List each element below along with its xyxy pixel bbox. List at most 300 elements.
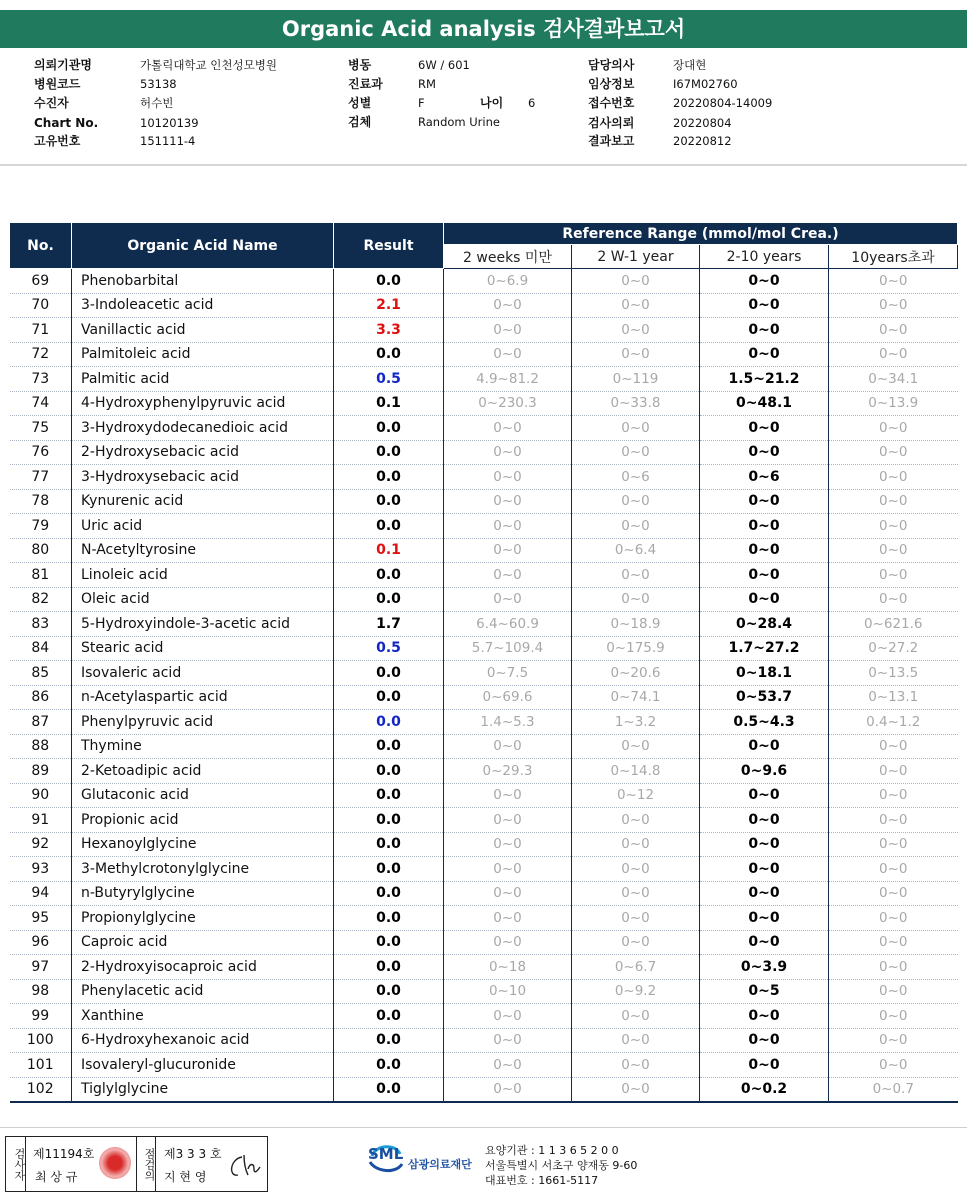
acid-name: Glutaconic acid bbox=[72, 783, 334, 808]
acid-name: 6-Hydroxyhexanoic acid bbox=[72, 1028, 334, 1053]
report-header bbox=[0, 48, 967, 166]
range-10y: 0~0 bbox=[829, 930, 958, 955]
table-row bbox=[10, 269, 958, 294]
row-number: 87 bbox=[10, 710, 72, 735]
acid-name: 5-Hydroxyindole-3-acetic acid bbox=[72, 612, 334, 637]
result-value: 1.7 bbox=[334, 612, 444, 637]
row-number: 97 bbox=[10, 955, 72, 980]
acid-name: Hexanoylglycine bbox=[72, 832, 334, 857]
header-range-4: 10years초과 bbox=[829, 245, 958, 269]
result-value: 0.0 bbox=[334, 857, 444, 882]
row-number: 92 bbox=[10, 832, 72, 857]
range-10y: 0~0 bbox=[829, 808, 958, 833]
result-value: 0.0 bbox=[334, 563, 444, 588]
range-2-10y: 0~0 bbox=[700, 881, 829, 906]
range-2-10y: 0~0 bbox=[700, 489, 829, 514]
range-2-10y: 0~0 bbox=[700, 514, 829, 539]
table-row bbox=[10, 930, 958, 955]
acid-name: Vanillactic acid bbox=[72, 318, 334, 343]
table-row bbox=[10, 1053, 958, 1078]
range-10y: 0~0 bbox=[829, 514, 958, 539]
range-2w: 0~0 bbox=[444, 440, 572, 465]
acid-name: Uric acid bbox=[72, 514, 334, 539]
range-2w-1y: 0~6.7 bbox=[572, 955, 700, 980]
header-range-3: 2-10 years bbox=[700, 245, 829, 269]
range-2w: 0~0 bbox=[444, 342, 572, 367]
doctor-name: 지 현 영 bbox=[164, 1170, 207, 1184]
range-10y: 0~13.1 bbox=[829, 685, 958, 710]
acid-name: Xanthine bbox=[72, 1004, 334, 1029]
acid-name: Propionic acid bbox=[72, 808, 334, 833]
result-value: 0.5 bbox=[334, 367, 444, 392]
header-value: 20220812 bbox=[673, 134, 732, 148]
range-2w: 0~0 bbox=[444, 563, 572, 588]
row-number: 96 bbox=[10, 930, 72, 955]
range-2w-1y: 0~0 bbox=[572, 1053, 700, 1078]
table-row bbox=[10, 710, 958, 735]
row-number: 86 bbox=[10, 685, 72, 710]
examiner-label bbox=[6, 1137, 26, 1191]
range-2w: 0~0 bbox=[444, 489, 572, 514]
row-number: 71 bbox=[10, 318, 72, 343]
result-value: 0.0 bbox=[334, 1004, 444, 1029]
range-2w-1y: 0~12 bbox=[572, 783, 700, 808]
result-value: 0.0 bbox=[334, 1077, 444, 1102]
range-2-10y: 0~48.1 bbox=[700, 391, 829, 416]
row-number: 100 bbox=[10, 1028, 72, 1053]
range-2w: 0~7.5 bbox=[444, 661, 572, 686]
row-number: 98 bbox=[10, 979, 72, 1004]
table-row bbox=[10, 955, 958, 980]
range-10y: 0~0 bbox=[829, 269, 958, 294]
range-2w: 0~0 bbox=[444, 587, 572, 612]
acid-name: Palmitoleic acid bbox=[72, 342, 334, 367]
range-2-10y: 0~3.9 bbox=[700, 955, 829, 980]
header-value: 20220804-14009 bbox=[673, 96, 773, 110]
header-label: Chart No. bbox=[34, 116, 99, 130]
range-2w-1y: 0~0 bbox=[572, 734, 700, 759]
acid-name: Propionylglycine bbox=[72, 906, 334, 931]
header-value: F bbox=[418, 96, 425, 110]
range-2-10y: 0~53.7 bbox=[700, 685, 829, 710]
lab-name: 삼광의료재단 bbox=[408, 1158, 472, 1171]
range-2-10y: 0~0 bbox=[700, 440, 829, 465]
range-2w-1y: 0~6.4 bbox=[572, 538, 700, 563]
range-2w: 0~0 bbox=[444, 808, 572, 833]
acid-name: Palmitic acid bbox=[72, 367, 334, 392]
acid-name: Phenylpyruvic acid bbox=[72, 710, 334, 735]
range-2-10y: 0~0 bbox=[700, 293, 829, 318]
range-10y: 0~0.7 bbox=[829, 1077, 958, 1102]
table-row bbox=[10, 1077, 958, 1102]
header-label: 임상정보 bbox=[588, 77, 635, 91]
acid-name: 2-Hydroxysebacic acid bbox=[72, 440, 334, 465]
table-row bbox=[10, 906, 958, 931]
range-2-10y: 0.5~4.3 bbox=[700, 710, 829, 735]
header-value: I67M02760 bbox=[673, 77, 738, 91]
range-2-10y: 0~0 bbox=[700, 832, 829, 857]
row-number: 72 bbox=[10, 342, 72, 367]
range-10y: 0~0 bbox=[829, 881, 958, 906]
header-value: 장대현 bbox=[673, 58, 707, 72]
range-2w-1y: 0~0 bbox=[572, 293, 700, 318]
results-table bbox=[9, 222, 958, 1103]
range-2-10y: 0~0 bbox=[700, 1028, 829, 1053]
org-line-1: 요양기관 : 1 1 3 6 5 2 0 0 bbox=[485, 1144, 619, 1157]
table-row bbox=[10, 759, 958, 784]
acid-name: Tiglylglycine bbox=[72, 1077, 334, 1102]
range-10y: 0.4~1.2 bbox=[829, 710, 958, 735]
range-2w-1y: 0~0 bbox=[572, 514, 700, 539]
doctor-label-text: 점검의 bbox=[143, 1147, 156, 1181]
table-row bbox=[10, 857, 958, 882]
range-2w-1y: 0~0 bbox=[572, 1028, 700, 1053]
range-2-10y: 1.7~27.2 bbox=[700, 636, 829, 661]
result-value: 0.0 bbox=[334, 906, 444, 931]
range-2-10y: 0~0.2 bbox=[700, 1077, 829, 1102]
range-2w-1y: 0~119 bbox=[572, 367, 700, 392]
acid-name: n-Butyrylglycine bbox=[72, 881, 334, 906]
range-2-10y: 0~0 bbox=[700, 906, 829, 931]
acid-name: 3-Hydroxysebacic acid bbox=[72, 465, 334, 490]
header-range-1: 2 weeks 미만 bbox=[444, 245, 572, 269]
doctor-label bbox=[136, 1137, 156, 1191]
header-value: Random Urine bbox=[418, 115, 500, 129]
org-line-3: 대표번호 : 1661-5117 bbox=[485, 1174, 599, 1187]
report-title: Organic Acid analysis 검사결과보고서 bbox=[0, 10, 967, 48]
table-row bbox=[10, 832, 958, 857]
row-number: 88 bbox=[10, 734, 72, 759]
header-label: 결과보고 bbox=[588, 134, 635, 148]
result-value: 3.3 bbox=[334, 318, 444, 343]
signature-box bbox=[5, 1136, 268, 1192]
range-2w: 5.7~109.4 bbox=[444, 636, 572, 661]
range-2w: 1.4~5.3 bbox=[444, 710, 572, 735]
range-10y: 0~0 bbox=[829, 1053, 958, 1078]
acid-name: 3-Indoleacetic acid bbox=[72, 293, 334, 318]
result-value: 0.0 bbox=[334, 440, 444, 465]
result-value: 0.0 bbox=[334, 269, 444, 294]
header-value: 6W / 601 bbox=[418, 58, 470, 72]
range-10y: 0~621.6 bbox=[829, 612, 958, 637]
result-value: 0.0 bbox=[334, 489, 444, 514]
range-2w-1y: 0~0 bbox=[572, 808, 700, 833]
header-label-age: 나이 bbox=[480, 96, 504, 110]
header-label: 성별 bbox=[348, 96, 372, 110]
range-10y: 0~13.9 bbox=[829, 391, 958, 416]
range-10y: 0~0 bbox=[829, 979, 958, 1004]
range-2w: 0~18 bbox=[444, 955, 572, 980]
range-2w-1y: 0~0 bbox=[572, 1004, 700, 1029]
header-value: 53138 bbox=[140, 77, 177, 91]
acid-name: Isovaleryl-glucuronide bbox=[72, 1053, 334, 1078]
header-value: 20220804 bbox=[673, 116, 732, 130]
range-2w: 0~0 bbox=[444, 465, 572, 490]
range-2-10y: 0~0 bbox=[700, 538, 829, 563]
acid-name: Phenylacetic acid bbox=[72, 979, 334, 1004]
range-2-10y: 0~0 bbox=[700, 930, 829, 955]
range-2-10y: 0~0 bbox=[700, 416, 829, 441]
range-2-10y: 0~0 bbox=[700, 318, 829, 343]
row-number: 80 bbox=[10, 538, 72, 563]
result-value: 0.0 bbox=[334, 465, 444, 490]
result-value: 0.0 bbox=[334, 514, 444, 539]
header-label: 의뢰기관명 bbox=[34, 58, 92, 72]
header-range-2: 2 W-1 year bbox=[572, 245, 700, 269]
range-2-10y: 0~0 bbox=[700, 1004, 829, 1029]
row-number: 84 bbox=[10, 636, 72, 661]
table-row bbox=[10, 318, 958, 343]
range-2w-1y: 0~175.9 bbox=[572, 636, 700, 661]
range-2w-1y: 0~0 bbox=[572, 906, 700, 931]
range-2w-1y: 0~0 bbox=[572, 489, 700, 514]
range-2-10y: 0~0 bbox=[700, 269, 829, 294]
range-10y: 0~27.2 bbox=[829, 636, 958, 661]
acid-name: Thymine bbox=[72, 734, 334, 759]
result-value: 0.0 bbox=[334, 930, 444, 955]
range-2w-1y: 0~0 bbox=[572, 416, 700, 441]
header-value: RM bbox=[418, 77, 436, 91]
table-row bbox=[10, 734, 958, 759]
range-10y: 0~0 bbox=[829, 906, 958, 931]
range-2w-1y: 0~0 bbox=[572, 832, 700, 857]
range-2w: 0~0 bbox=[444, 1028, 572, 1053]
table-row bbox=[10, 293, 958, 318]
range-10y: 0~0 bbox=[829, 1004, 958, 1029]
header-label: 담당의사 bbox=[588, 58, 635, 72]
row-number: 101 bbox=[10, 1053, 72, 1078]
range-2-10y: 0~0 bbox=[700, 734, 829, 759]
table-row bbox=[10, 881, 958, 906]
range-2w-1y: 0~0 bbox=[572, 269, 700, 294]
examiner-name: 최 상 규 bbox=[35, 1170, 78, 1184]
result-value: 0.0 bbox=[334, 832, 444, 857]
range-10y: 0~0 bbox=[829, 783, 958, 808]
row-number: 95 bbox=[10, 906, 72, 931]
range-2-10y: 0~0 bbox=[700, 563, 829, 588]
result-value: 0.0 bbox=[334, 342, 444, 367]
row-number: 93 bbox=[10, 857, 72, 882]
table-row bbox=[10, 416, 958, 441]
header-value: 151111-4 bbox=[140, 134, 196, 148]
range-2w-1y: 0~18.9 bbox=[572, 612, 700, 637]
range-2-10y: 0~0 bbox=[700, 783, 829, 808]
result-value: 0.0 bbox=[334, 685, 444, 710]
range-2w-1y: 0~0 bbox=[572, 342, 700, 367]
row-number: 99 bbox=[10, 1004, 72, 1029]
range-2-10y: 0~9.6 bbox=[700, 759, 829, 784]
header-value: 가톨릭대학교 인천성모병원 bbox=[140, 58, 277, 72]
table-row bbox=[10, 636, 958, 661]
row-number: 73 bbox=[10, 367, 72, 392]
result-value: 0.0 bbox=[334, 587, 444, 612]
row-number: 90 bbox=[10, 783, 72, 808]
header-name: Organic Acid Name bbox=[72, 223, 334, 269]
range-2w-1y: 0~6 bbox=[572, 465, 700, 490]
range-10y: 0~0 bbox=[829, 734, 958, 759]
range-2w: 0~0 bbox=[444, 881, 572, 906]
result-value: 0.0 bbox=[334, 808, 444, 833]
range-2w-1y: 0~74.1 bbox=[572, 685, 700, 710]
range-2w: 0~0 bbox=[444, 1077, 572, 1102]
header-value: 허수빈 bbox=[140, 96, 174, 110]
acid-name: Phenobarbital bbox=[72, 269, 334, 294]
result-value: 0.0 bbox=[334, 783, 444, 808]
range-2w: 0~29.3 bbox=[444, 759, 572, 784]
table-row bbox=[10, 1004, 958, 1029]
acid-name: Caproic acid bbox=[72, 930, 334, 955]
range-2-10y: 0~6 bbox=[700, 465, 829, 490]
range-2w-1y: 0~0 bbox=[572, 587, 700, 612]
result-value: 0.1 bbox=[334, 538, 444, 563]
header-result: Result bbox=[334, 223, 444, 269]
result-value: 0.0 bbox=[334, 759, 444, 784]
acid-name: 2-Hydroxyisocaproic acid bbox=[72, 955, 334, 980]
row-number: 74 bbox=[10, 391, 72, 416]
acid-name: 3-Methylcrotonylglycine bbox=[72, 857, 334, 882]
acid-name: Stearic acid bbox=[72, 636, 334, 661]
range-2w: 6.4~60.9 bbox=[444, 612, 572, 637]
table-row bbox=[10, 391, 958, 416]
doctor-license: 제3 3 3 호 bbox=[164, 1147, 222, 1161]
result-value: 0.0 bbox=[334, 416, 444, 441]
range-10y: 0~0 bbox=[829, 857, 958, 882]
row-number: 102 bbox=[10, 1077, 72, 1102]
table-row bbox=[10, 661, 958, 686]
range-2w: 0~6.9 bbox=[444, 269, 572, 294]
range-2w: 0~0 bbox=[444, 318, 572, 343]
row-number: 75 bbox=[10, 416, 72, 441]
row-number: 77 bbox=[10, 465, 72, 490]
range-10y: 0~0 bbox=[829, 293, 958, 318]
range-2w: 0~230.3 bbox=[444, 391, 572, 416]
range-10y: 0~13.5 bbox=[829, 661, 958, 686]
table-row bbox=[10, 342, 958, 367]
examiner-label-text: 검사자 bbox=[13, 1147, 26, 1181]
row-number: 83 bbox=[10, 612, 72, 637]
range-10y: 0~0 bbox=[829, 955, 958, 980]
acid-name: n-Acetylaspartic acid bbox=[72, 685, 334, 710]
range-10y: 0~0 bbox=[829, 416, 958, 441]
range-2w-1y: 0~0 bbox=[572, 930, 700, 955]
header-label: 수진자 bbox=[34, 96, 69, 110]
logo-text: SML bbox=[368, 1145, 404, 1163]
range-2-10y: 0~28.4 bbox=[700, 612, 829, 637]
header-label: 검체 bbox=[348, 115, 372, 129]
result-value: 0.0 bbox=[334, 661, 444, 686]
range-10y: 0~0 bbox=[829, 563, 958, 588]
result-value: 0.0 bbox=[334, 734, 444, 759]
range-2w-1y: 0~0 bbox=[572, 440, 700, 465]
acid-name: 2-Ketoadipic acid bbox=[72, 759, 334, 784]
result-value: 2.1 bbox=[334, 293, 444, 318]
range-2w: 0~0 bbox=[444, 734, 572, 759]
acid-name: N-Acetyltyrosine bbox=[72, 538, 334, 563]
row-number: 94 bbox=[10, 881, 72, 906]
range-2w: 0~0 bbox=[444, 293, 572, 318]
result-value: 0.1 bbox=[334, 391, 444, 416]
range-2w: 4.9~81.2 bbox=[444, 367, 572, 392]
range-10y: 0~0 bbox=[829, 342, 958, 367]
acid-name: Isovaleric acid bbox=[72, 661, 334, 686]
row-number: 89 bbox=[10, 759, 72, 784]
header-label: 병원코드 bbox=[34, 77, 81, 91]
range-2-10y: 1.5~21.2 bbox=[700, 367, 829, 392]
range-2w-1y: 0~0 bbox=[572, 1077, 700, 1102]
range-2w: 0~0 bbox=[444, 857, 572, 882]
range-2w: 0~69.6 bbox=[444, 685, 572, 710]
table-row bbox=[10, 587, 958, 612]
acid-name: 4-Hydroxyphenylpyruvic acid bbox=[72, 391, 334, 416]
range-2w-1y: 0~0 bbox=[572, 563, 700, 588]
header-reference: Reference Range (mmol/mol Crea.) bbox=[444, 223, 958, 245]
range-2w-1y: 0~0 bbox=[572, 881, 700, 906]
result-value: 0.5 bbox=[334, 636, 444, 661]
range-2w: 0~10 bbox=[444, 979, 572, 1004]
table-row bbox=[10, 808, 958, 833]
examiner-license: 제11194호 bbox=[33, 1147, 95, 1161]
table-row bbox=[10, 783, 958, 808]
table-row bbox=[10, 538, 958, 563]
range-2-10y: 0~5 bbox=[700, 979, 829, 1004]
header-value: 10120139 bbox=[140, 116, 199, 130]
range-2-10y: 0~18.1 bbox=[700, 661, 829, 686]
table-row bbox=[10, 1028, 958, 1053]
range-2w: 0~0 bbox=[444, 416, 572, 441]
range-2-10y: 0~0 bbox=[700, 342, 829, 367]
range-2w: 0~0 bbox=[444, 906, 572, 931]
range-2w-1y: 1~3.2 bbox=[572, 710, 700, 735]
header-value-age: 6 bbox=[528, 96, 536, 110]
row-number: 78 bbox=[10, 489, 72, 514]
table-row bbox=[10, 489, 958, 514]
table-row bbox=[10, 440, 958, 465]
range-2w: 0~0 bbox=[444, 1004, 572, 1029]
table-row bbox=[10, 367, 958, 392]
range-2w: 0~0 bbox=[444, 832, 572, 857]
results-body bbox=[10, 269, 958, 1102]
range-2w-1y: 0~0 bbox=[572, 857, 700, 882]
seal-stamp-icon bbox=[99, 1147, 131, 1179]
row-number: 82 bbox=[10, 587, 72, 612]
header-no: No. bbox=[10, 223, 72, 269]
header-label: 고유번호 bbox=[34, 134, 81, 148]
results-table-wrap bbox=[9, 222, 957, 1103]
signature-icon bbox=[224, 1151, 264, 1181]
report-footer bbox=[0, 1127, 967, 1200]
table-row bbox=[10, 465, 958, 490]
header-label: 검사의뢰 bbox=[588, 116, 635, 130]
range-2-10y: 0~0 bbox=[700, 587, 829, 612]
range-10y: 0~0 bbox=[829, 465, 958, 490]
row-number: 70 bbox=[10, 293, 72, 318]
range-10y: 0~0 bbox=[829, 538, 958, 563]
acid-name: Oleic acid bbox=[72, 587, 334, 612]
range-2w-1y: 0~33.8 bbox=[572, 391, 700, 416]
acid-name: Linoleic acid bbox=[72, 563, 334, 588]
range-2w: 0~0 bbox=[444, 783, 572, 808]
range-2-10y: 0~0 bbox=[700, 857, 829, 882]
header-label: 진료과 bbox=[348, 77, 383, 91]
header-label: 병동 bbox=[348, 58, 372, 72]
range-2w-1y: 0~9.2 bbox=[572, 979, 700, 1004]
range-2w: 0~0 bbox=[444, 538, 572, 563]
result-value: 0.0 bbox=[334, 1053, 444, 1078]
row-number: 85 bbox=[10, 661, 72, 686]
row-number: 76 bbox=[10, 440, 72, 465]
acid-name: 3-Hydroxydodecanedioic acid bbox=[72, 416, 334, 441]
range-10y: 0~0 bbox=[829, 440, 958, 465]
